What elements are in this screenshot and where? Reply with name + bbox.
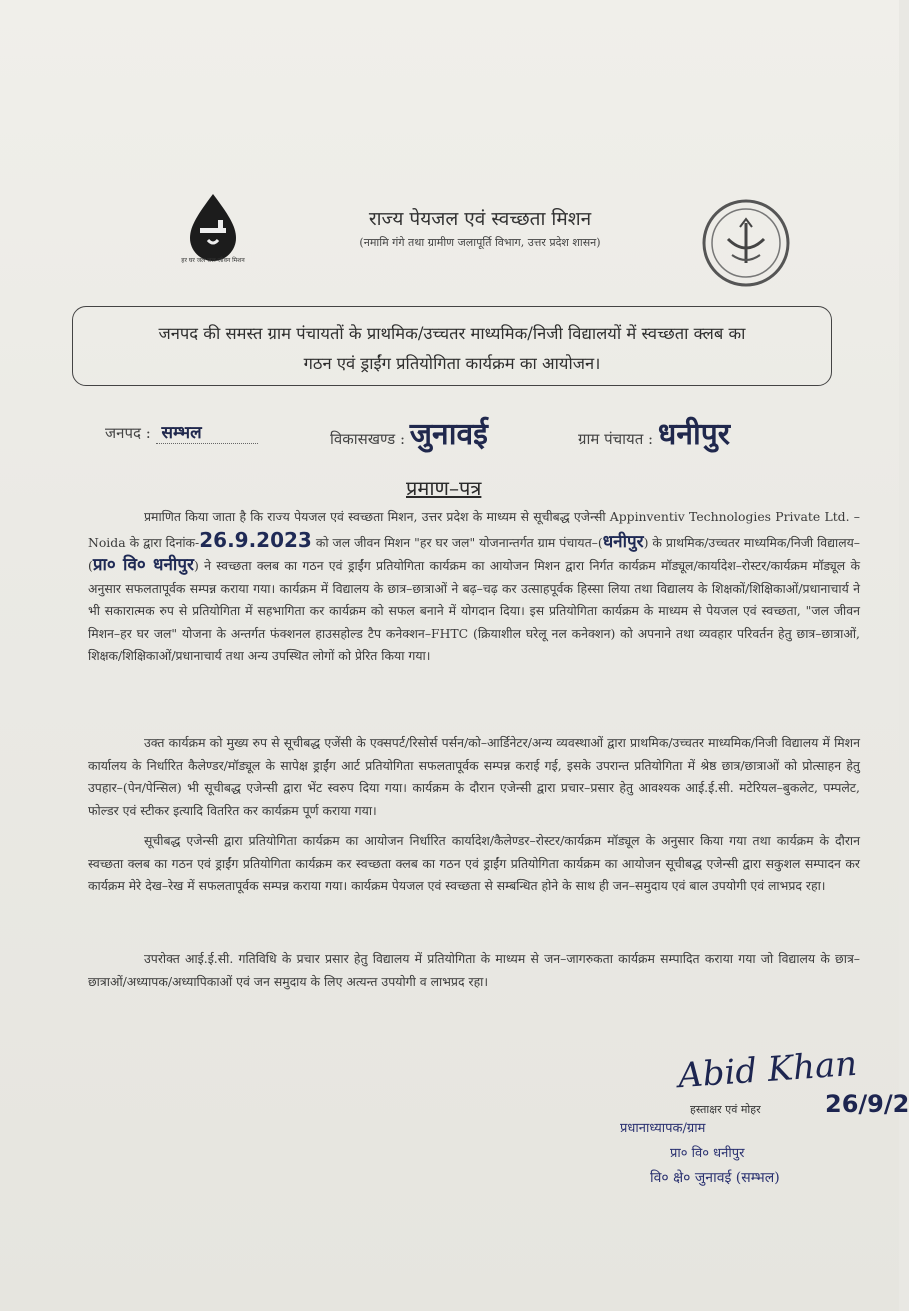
signature: Abid Khan [676, 1043, 859, 1097]
paragraph-1 [88, 506, 860, 668]
p1-part2: को जल जीवन मिशन "हर घर जल" योजनान्तर्गत ग्राम पंचायत–( [311, 534, 603, 550]
signature-label: हस्ताक्षर एवं मोहर [690, 1103, 761, 1116]
logo-text: हर घर जल जल जीवन मिशन [181, 257, 245, 264]
certificate-title: प्रमाण–पत्र [406, 476, 482, 500]
org-name: राज्य पेयजल एवं स्वच्छता मिशन [368, 208, 592, 230]
up-government-emblem [700, 197, 792, 289]
jal-jeevan-mission-logo [178, 190, 248, 272]
panchayat-label: ग्राम पंचायत : [578, 430, 654, 448]
p1-part1: प्रमाणित किया जाता है कि राज्य पेयजल एवं स्वच्छता मिशन, उत्तर प्रदेश के माध्यम से सूचीबद्ध एजेन्सी Appinventiv Technologies Private Ltd. – Noida के द्वारा दिनांक- [88, 509, 860, 550]
paragraph-4 [88, 948, 860, 993]
panchayat-field [578, 412, 730, 453]
district-label: जनपद : [105, 424, 151, 442]
paragraph-3 [88, 830, 860, 898]
paragraph-2 [88, 732, 860, 822]
district-field [105, 420, 258, 444]
subject-line-1: जनपद की समस्त ग्राम पंचायतों के प्राथमिक/उच्चतर माध्यमिक/निजी विद्यालयों में स्वच्छता क्लब का [158, 324, 746, 343]
signature-block [620, 1043, 909, 1200]
subject-line-2: गठन एवं ड्राईंग प्रतियोगिता कार्यक्रम का आयोजन। [303, 354, 601, 373]
block-value: जुनावई [409, 417, 488, 452]
paragraph-3-text: सूचीबद्ध एजेन्सी द्वारा प्रतियोगिता कार्यक्रम का आयोजन निर्धारित कार्यादेश/कैलेण्डर–रोस्टर/कार्यक्रम मॉड्यूल के अनुसार किया गया तथा कार्यक्रम के दौरान स्वच्छता क्लब का गठन एवं ड्राईंग प्रतियोगिता कार्यक्रम कर स्वच्छता क्लब का गठन एवं ड्राईंग प्रतियोगिता कार्यक्रम का आयोजन सूचीबद्ध एजेन्सी द्वारा सकुशल सम्पादन कर कार्यक्रम मेरे देख–रेख में सफलतापूर्वक सम्पन्न कराया गया। कार्यक्रम पेयजल एवं स्वच्छता से सम्बन्धित होने के साथ ही जन–समुदाय एवं बाल उपयोगी एवं लाभप्रद रहा। [88, 833, 860, 893]
paragraph-4-text: उपरोक्त आई.ई.सी. गतिविधि के प्रचार प्रसार हेतु विद्यालय में प्रतियोगिता के माध्यम से जन–जागरुकता कार्यक्रम सम्पादित कराया गया जो विद्यालय के छात्र–छात्राओं/अध्यापक/अध्यापिकाओं एवं जन समुदाय के लिए अत्यन्त उपयोगी व लाभप्रद रहा। [88, 951, 860, 989]
p1-part3: ) के प्राथमिक/उच्चतर माध्यमिक/निजी विद्यालय–( [88, 534, 860, 573]
program-date: 26.9.2023 [199, 527, 312, 552]
header [290, 205, 670, 250]
p1-part4: ) ने स्वच्छता क्लब का गठन एवं ड्राईंग प्रतियोगिता कार्यक्रम का आयोजन मिशन द्वारा निर्गत कार्यक्रम मॉड्यूल/कार्यादेश–रोस्टर/कार्यक्रम मॉड्यूल के अनुसार सफलतापूर्वक सम्पन्न कराया गया। कार्यक्रम में विद्यालय के छात्र–छात्राओं ने बढ़–चढ़ कर उत्साहपूर्वक हिस्सा लिया तथा विद्यालय के शिक्षकों/शिक्षिकाओं/प्रधानाचार्य ने भी सकारात्मक रुप से प्रतियोगिता में सहभागिता कर कार्यक्रम को सफल बनाने में योगदान दिया। इस प्रतियोगिता कार्यक्रम के माध्यम से पेयजल एवं स्वच्छता, "जल जीवन मिशन–हर घर जल" योजना के अन्तर्गत फंक्शनल हाउसहोल्ड टैप कनेक्शन–FHTC (क्रियाशील घरेलू नल कनेक्शन) को अपनाने तथा व्यवहार परिवर्तन हेतु छात्र–छात्राओं, शिक्षक/शिक्षिकाओं/प्रधानाचार्य तथा अन्य उपस्थित लोगों को प्रेरित किया गया। [88, 558, 860, 663]
signature-date: 26/9/2 [825, 1090, 909, 1118]
subject-box [72, 306, 832, 386]
panchayat-value: धनीपुर [657, 417, 731, 452]
stamp-line-3: वि० क्षे० जुनावई (सम्भल) [650, 1170, 780, 1186]
district-value: सम्भल [156, 420, 258, 444]
gram-panchayat-handwritten: धनीपुर [602, 531, 644, 552]
stamp-line-1: प्रधानाध्यापक/ग्राम [620, 1121, 706, 1136]
block-field [330, 412, 488, 453]
stamp-line-2: प्रा० वि० धनीपुर [670, 1146, 745, 1161]
school-handwritten: प्रा० वि० धनीपुर [92, 555, 194, 575]
block-label: विकासखण्ड : [330, 430, 406, 448]
org-subtitle: (नमामि गंगे तथा ग्रामीण जलापूर्ति विभाग, उत्तर प्रदेश शासन) [359, 236, 601, 249]
paragraph-2-text: उक्त कार्यक्रम को मुख्य रुप से सूचीबद्ध एजेंसी के एक्सपर्ट/रिसोर्स पर्सन/को–आर्डिनेटर/अन्य व्यवस्थाओं द्वारा प्राथमिक/उच्चतर माध्यमिक/निजी विद्यालय में मिशन कार्यालय के निर्धारित कैलेण्डर/मॉड्यूल के सापेक्ष ड्राईंग आर्ट प्रतियोगिता सफलतापूर्वक सम्पन्न कराई गई, इसके उपरान्त प्रतियोगिता में श्रेष्ठ छात्र/छात्राओं को प्रोत्साहन हेतु उपहार–(पेन/पेन्सिल) भी सूचीबद्ध एजेन्सी द्वारा भेंट स्वरुप दिया गया। कार्यक्रम के दौरान एजेन्सी द्वारा प्रचार–प्रसार हेतु आवश्यक आई.ई.सी. मटेरियल–बुकलेट, पम्पलेट, फोल्डर एवं स्टीकर इत्यादि वितरित कर कार्यक्रम पूर्ण कराया गया। [88, 735, 860, 818]
